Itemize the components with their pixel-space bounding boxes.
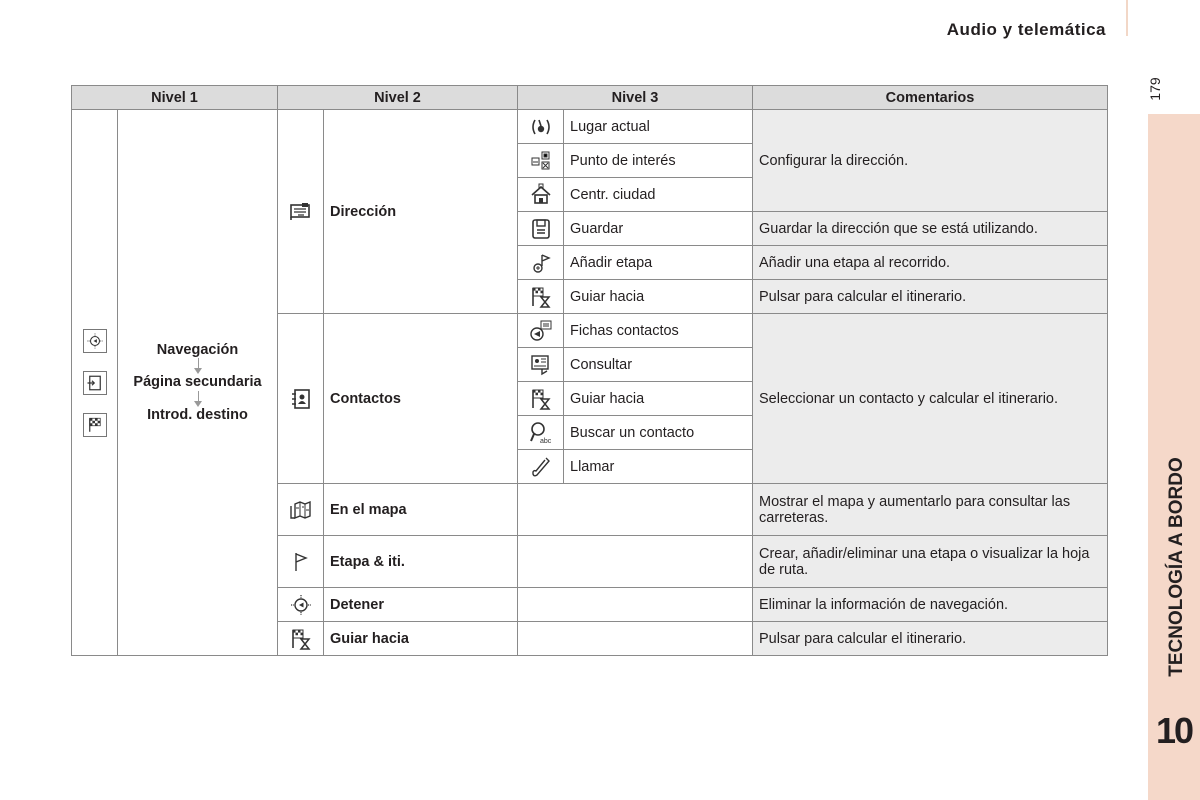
down-arrow-icon [124, 390, 271, 408]
column-header-nivel3: Nivel 3 [518, 86, 753, 110]
city-centre-icon [518, 178, 564, 212]
down-arrow-icon [124, 357, 271, 375]
nivel3-llamar: Llamar [564, 450, 753, 484]
consult-icon [518, 348, 564, 382]
nivel3-fichas-contactos: Fichas contactos [564, 314, 753, 348]
nivel2-en-el-mapa: En el mapa [324, 484, 518, 536]
nivel3-guardar: Guardar [564, 212, 753, 246]
navigation-icon [278, 588, 324, 622]
map-icon [278, 484, 324, 536]
chapter-title: TECNOLOGÍA A BORDO [1166, 457, 1187, 677]
page-header-title: Audio y telemática [946, 20, 1106, 39]
nivel1-pagina-secundaria: Página secundaria [133, 374, 262, 391]
secondary-page-icon [83, 371, 107, 395]
nivel2-direccion: Dirección [324, 110, 518, 314]
comment-guiar-direccion: Pulsar para calcular el itinerario. [753, 280, 1108, 314]
nivel3-guiar-hacia: Guiar hacia [564, 280, 753, 314]
nivel1-navegacion: Navegación [156, 341, 239, 358]
nivel3-lugar-actual: Lugar actual [564, 110, 753, 144]
nivel3-empty [518, 484, 753, 536]
table-row [72, 110, 1108, 144]
comment-mapa: Mostrar el mapa y aumentarlo para consultar las carreteras. [753, 484, 1108, 536]
address-icon [278, 110, 324, 314]
chapter-number: 10 [1155, 710, 1193, 751]
phone-icon [518, 450, 564, 484]
nivel3-centr-ciudad: Centr. ciudad [564, 178, 753, 212]
nivel1-introd-destino: Introd. destino [147, 406, 248, 423]
guide-to-icon [278, 622, 324, 656]
comment-contactos: Seleccionar un contacto y calcular el itinerario. [753, 314, 1108, 484]
nivel1-path-cell [118, 110, 278, 656]
nivel3-buscar-contacto: Buscar un contacto [564, 416, 753, 450]
nivel2-etapa-iti: Etapa & iti. [324, 536, 518, 588]
contacts-icon [278, 314, 324, 484]
comment-guiar: Pulsar para calcular el itinerario. [753, 622, 1108, 656]
nivel2-detener: Detener [324, 588, 518, 622]
nivel3-empty [518, 536, 753, 588]
nivel1-icons-cell [72, 110, 118, 656]
comment-detener: Eliminar la información de navegación. [753, 588, 1108, 622]
contact-cards-icon [518, 314, 564, 348]
checkered-flag-icon [83, 413, 107, 437]
comment-guardar: Guardar la dirección que se está utilizando. [753, 212, 1108, 246]
poi-icon [518, 144, 564, 178]
navigation-menu-table [71, 85, 1108, 656]
column-header-comentarios: Comentarios [753, 86, 1108, 110]
search-contact-icon [518, 416, 564, 450]
navigation-icon [83, 329, 107, 353]
nivel3-consultar: Consultar [564, 348, 753, 382]
add-stage-icon [518, 246, 564, 280]
comment-configurar: Configurar la dirección. [753, 110, 1108, 212]
nivel3-guiar-hacia-contacto: Guiar hacia [564, 382, 753, 416]
column-header-nivel2: Nivel 2 [278, 86, 518, 110]
nivel3-empty [518, 588, 753, 622]
current-location-icon [518, 110, 564, 144]
nivel3-empty [518, 622, 753, 656]
comment-etapa: Crear, añadir/eliminar una etapa o visualizar la hoja de ruta. [753, 536, 1108, 588]
guide-to-icon [518, 382, 564, 416]
nivel2-guiar-hacia: Guiar hacia [324, 622, 518, 656]
chapter-side-tab [1148, 114, 1200, 800]
comment-anadir-etapa: Añadir una etapa al recorrido. [753, 246, 1108, 280]
save-icon [518, 212, 564, 246]
nivel3-punto-interes: Punto de interés [564, 144, 753, 178]
page-number: 179 [1147, 77, 1163, 101]
flag-icon [278, 536, 324, 588]
guide-to-icon [518, 280, 564, 314]
column-header-nivel1: Nivel 1 [72, 86, 278, 110]
nivel2-contactos: Contactos [324, 314, 518, 484]
header-divider [1126, 0, 1128, 36]
nivel3-anadir-etapa: Añadir etapa [564, 246, 753, 280]
table-header-row [72, 86, 1108, 110]
